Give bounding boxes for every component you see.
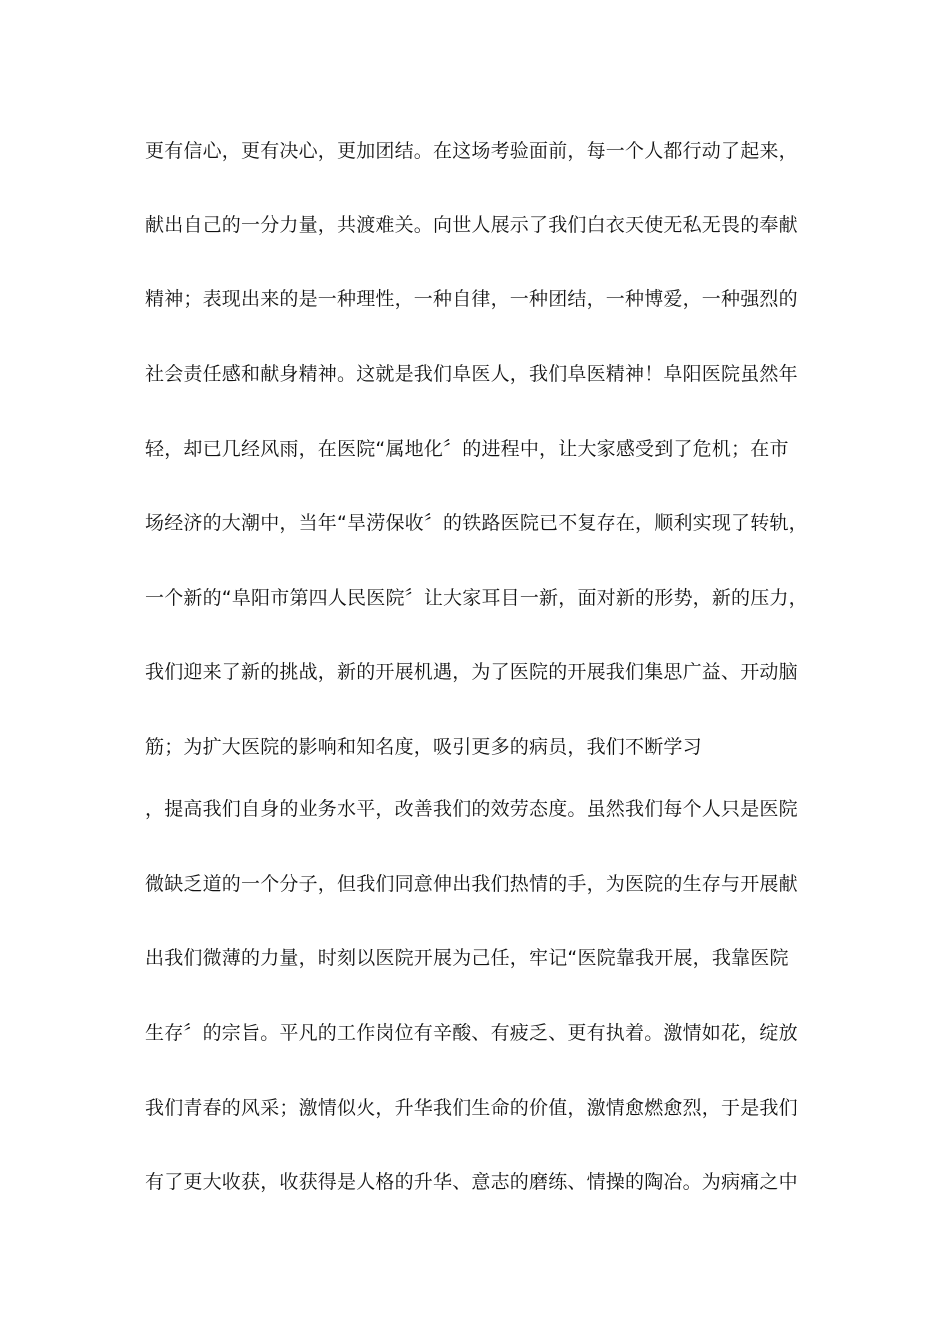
text-line: 社会责任感和献身精神。这就是我们阜医人，我们阜医精神！阜阳医院虽然年 bbox=[145, 363, 798, 385]
text-line: 有了更大收获，收获得是人格的升华、意志的磨练、情操的陶冶。为病痛之中 bbox=[145, 1171, 798, 1193]
text-line: 更有信心，更有决心，更加团结。在这场考验面前，每一个人都行动了起来， bbox=[145, 140, 798, 162]
text-line: 场经济的大潮中，当年“旱涝保收〞的铁路医院已不复存在，顺利实现了转轨， bbox=[145, 512, 808, 534]
text-line: 一个新的“阜阳市第四人民医院〞让大家耳目一新，面对新的形势，新的压力， bbox=[145, 587, 808, 609]
text-line: 我们迎来了新的挑战，新的开展机遇，为了医院的开展我们集思广益、开动脑 bbox=[145, 661, 798, 683]
text-line: 精神；表现出来的是一种理性，一种自律，一种团结，一种博爱，一种强烈的 bbox=[145, 288, 798, 310]
text-line: 轻，却已几经风雨，在医院“属地化〞的进程中，让大家感受到了危机；在市 bbox=[145, 438, 789, 460]
text-line: 筋；为扩大医院的影响和知名度，吸引更多的病员，我们不断学习 bbox=[145, 736, 702, 758]
text-line: ，提高我们自身的业务水平，改善我们的效劳态度。虽然我们每个人只是医院 bbox=[145, 798, 798, 820]
text-line: 生存〞的宗旨。平凡的工作岗位有辛酸、有疲乏、更有执着。激情如花，绽放 bbox=[145, 1022, 798, 1044]
text-line: 微缺乏道的一个分子，但我们同意伸出我们热情的手，为医院的生存与开展献 bbox=[145, 873, 798, 895]
text-line: 我们青春的风采；激情似火，升华我们生命的价值，激情愈燃愈烈，于是我们 bbox=[145, 1097, 798, 1119]
text-line: 献出自己的一分力量，共渡难关。向世人展示了我们白衣天使无私无畏的奉献 bbox=[145, 214, 798, 236]
text-line: 出我们微薄的力量，时刻以医院开展为己任，牢记“医院靠我开展，我靠医院 bbox=[145, 947, 789, 969]
